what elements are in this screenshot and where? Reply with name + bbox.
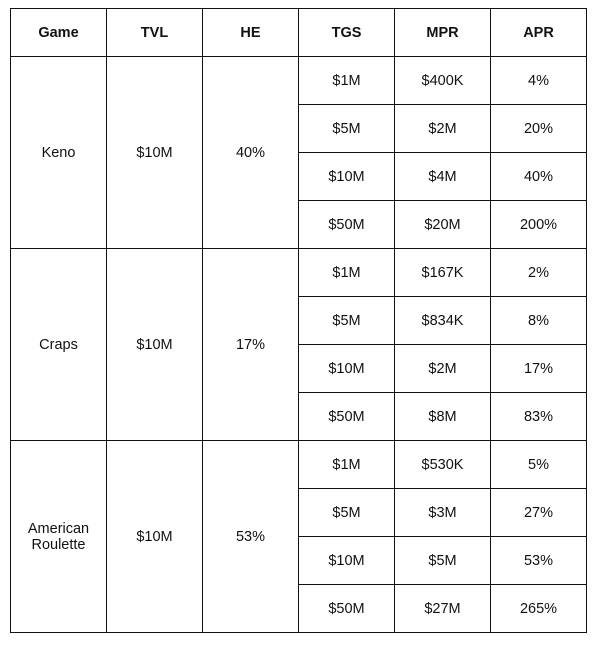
he-cell: 40% (203, 57, 299, 249)
tgs-cell: $1M (299, 57, 395, 105)
apr-cell: 4% (491, 57, 587, 105)
apr-cell: 2% (491, 249, 587, 297)
apr-cell: 20% (491, 105, 587, 153)
header-mpr: MPR (395, 9, 491, 57)
mpr-cell: $2M (395, 105, 491, 153)
apr-cell: 27% (491, 489, 587, 537)
table-row (11, 441, 587, 489)
header-tvl: TVL (107, 9, 203, 57)
mpr-cell: $834K (395, 297, 491, 345)
apr-cell: 83% (491, 393, 587, 441)
mpr-cell: $27M (395, 585, 491, 633)
header-game: Game (11, 9, 107, 57)
he-cell: 17% (203, 249, 299, 441)
table-row (11, 249, 587, 297)
header-tgs: TGS (299, 9, 395, 57)
apr-cell: 8% (491, 297, 587, 345)
tgs-cell: $50M (299, 201, 395, 249)
mpr-cell: $167K (395, 249, 491, 297)
mpr-cell: $3M (395, 489, 491, 537)
mpr-cell: $4M (395, 153, 491, 201)
mpr-cell: $20M (395, 201, 491, 249)
header-row (11, 9, 587, 57)
table-row (11, 57, 587, 105)
tgs-cell: $5M (299, 489, 395, 537)
apr-cell: 17% (491, 345, 587, 393)
tvl-cell: $10M (107, 441, 203, 633)
game-cell: Keno (11, 57, 107, 249)
game-cell: American Roulette (11, 441, 107, 633)
tvl-cell: $10M (107, 249, 203, 441)
tgs-cell: $10M (299, 153, 395, 201)
apr-cell: 200% (491, 201, 587, 249)
game-cell: Craps (11, 249, 107, 441)
apr-cell: 53% (491, 537, 587, 585)
tgs-cell: $1M (299, 249, 395, 297)
apr-cell: 265% (491, 585, 587, 633)
tgs-cell: $10M (299, 537, 395, 585)
apr-cell: 40% (491, 153, 587, 201)
tgs-cell: $5M (299, 297, 395, 345)
mpr-cell: $5M (395, 537, 491, 585)
tgs-cell: $50M (299, 393, 395, 441)
header-he: HE (203, 9, 299, 57)
game-stats-table (10, 8, 587, 633)
tgs-cell: $10M (299, 345, 395, 393)
header-apr: APR (491, 9, 587, 57)
tgs-cell: $50M (299, 585, 395, 633)
mpr-cell: $2M (395, 345, 491, 393)
tvl-cell: $10M (107, 57, 203, 249)
mpr-cell: $8M (395, 393, 491, 441)
apr-cell: 5% (491, 441, 587, 489)
tgs-cell: $5M (299, 105, 395, 153)
tgs-cell: $1M (299, 441, 395, 489)
mpr-cell: $530K (395, 441, 491, 489)
mpr-cell: $400K (395, 57, 491, 105)
he-cell: 53% (203, 441, 299, 633)
data-table-container (10, 8, 586, 636)
